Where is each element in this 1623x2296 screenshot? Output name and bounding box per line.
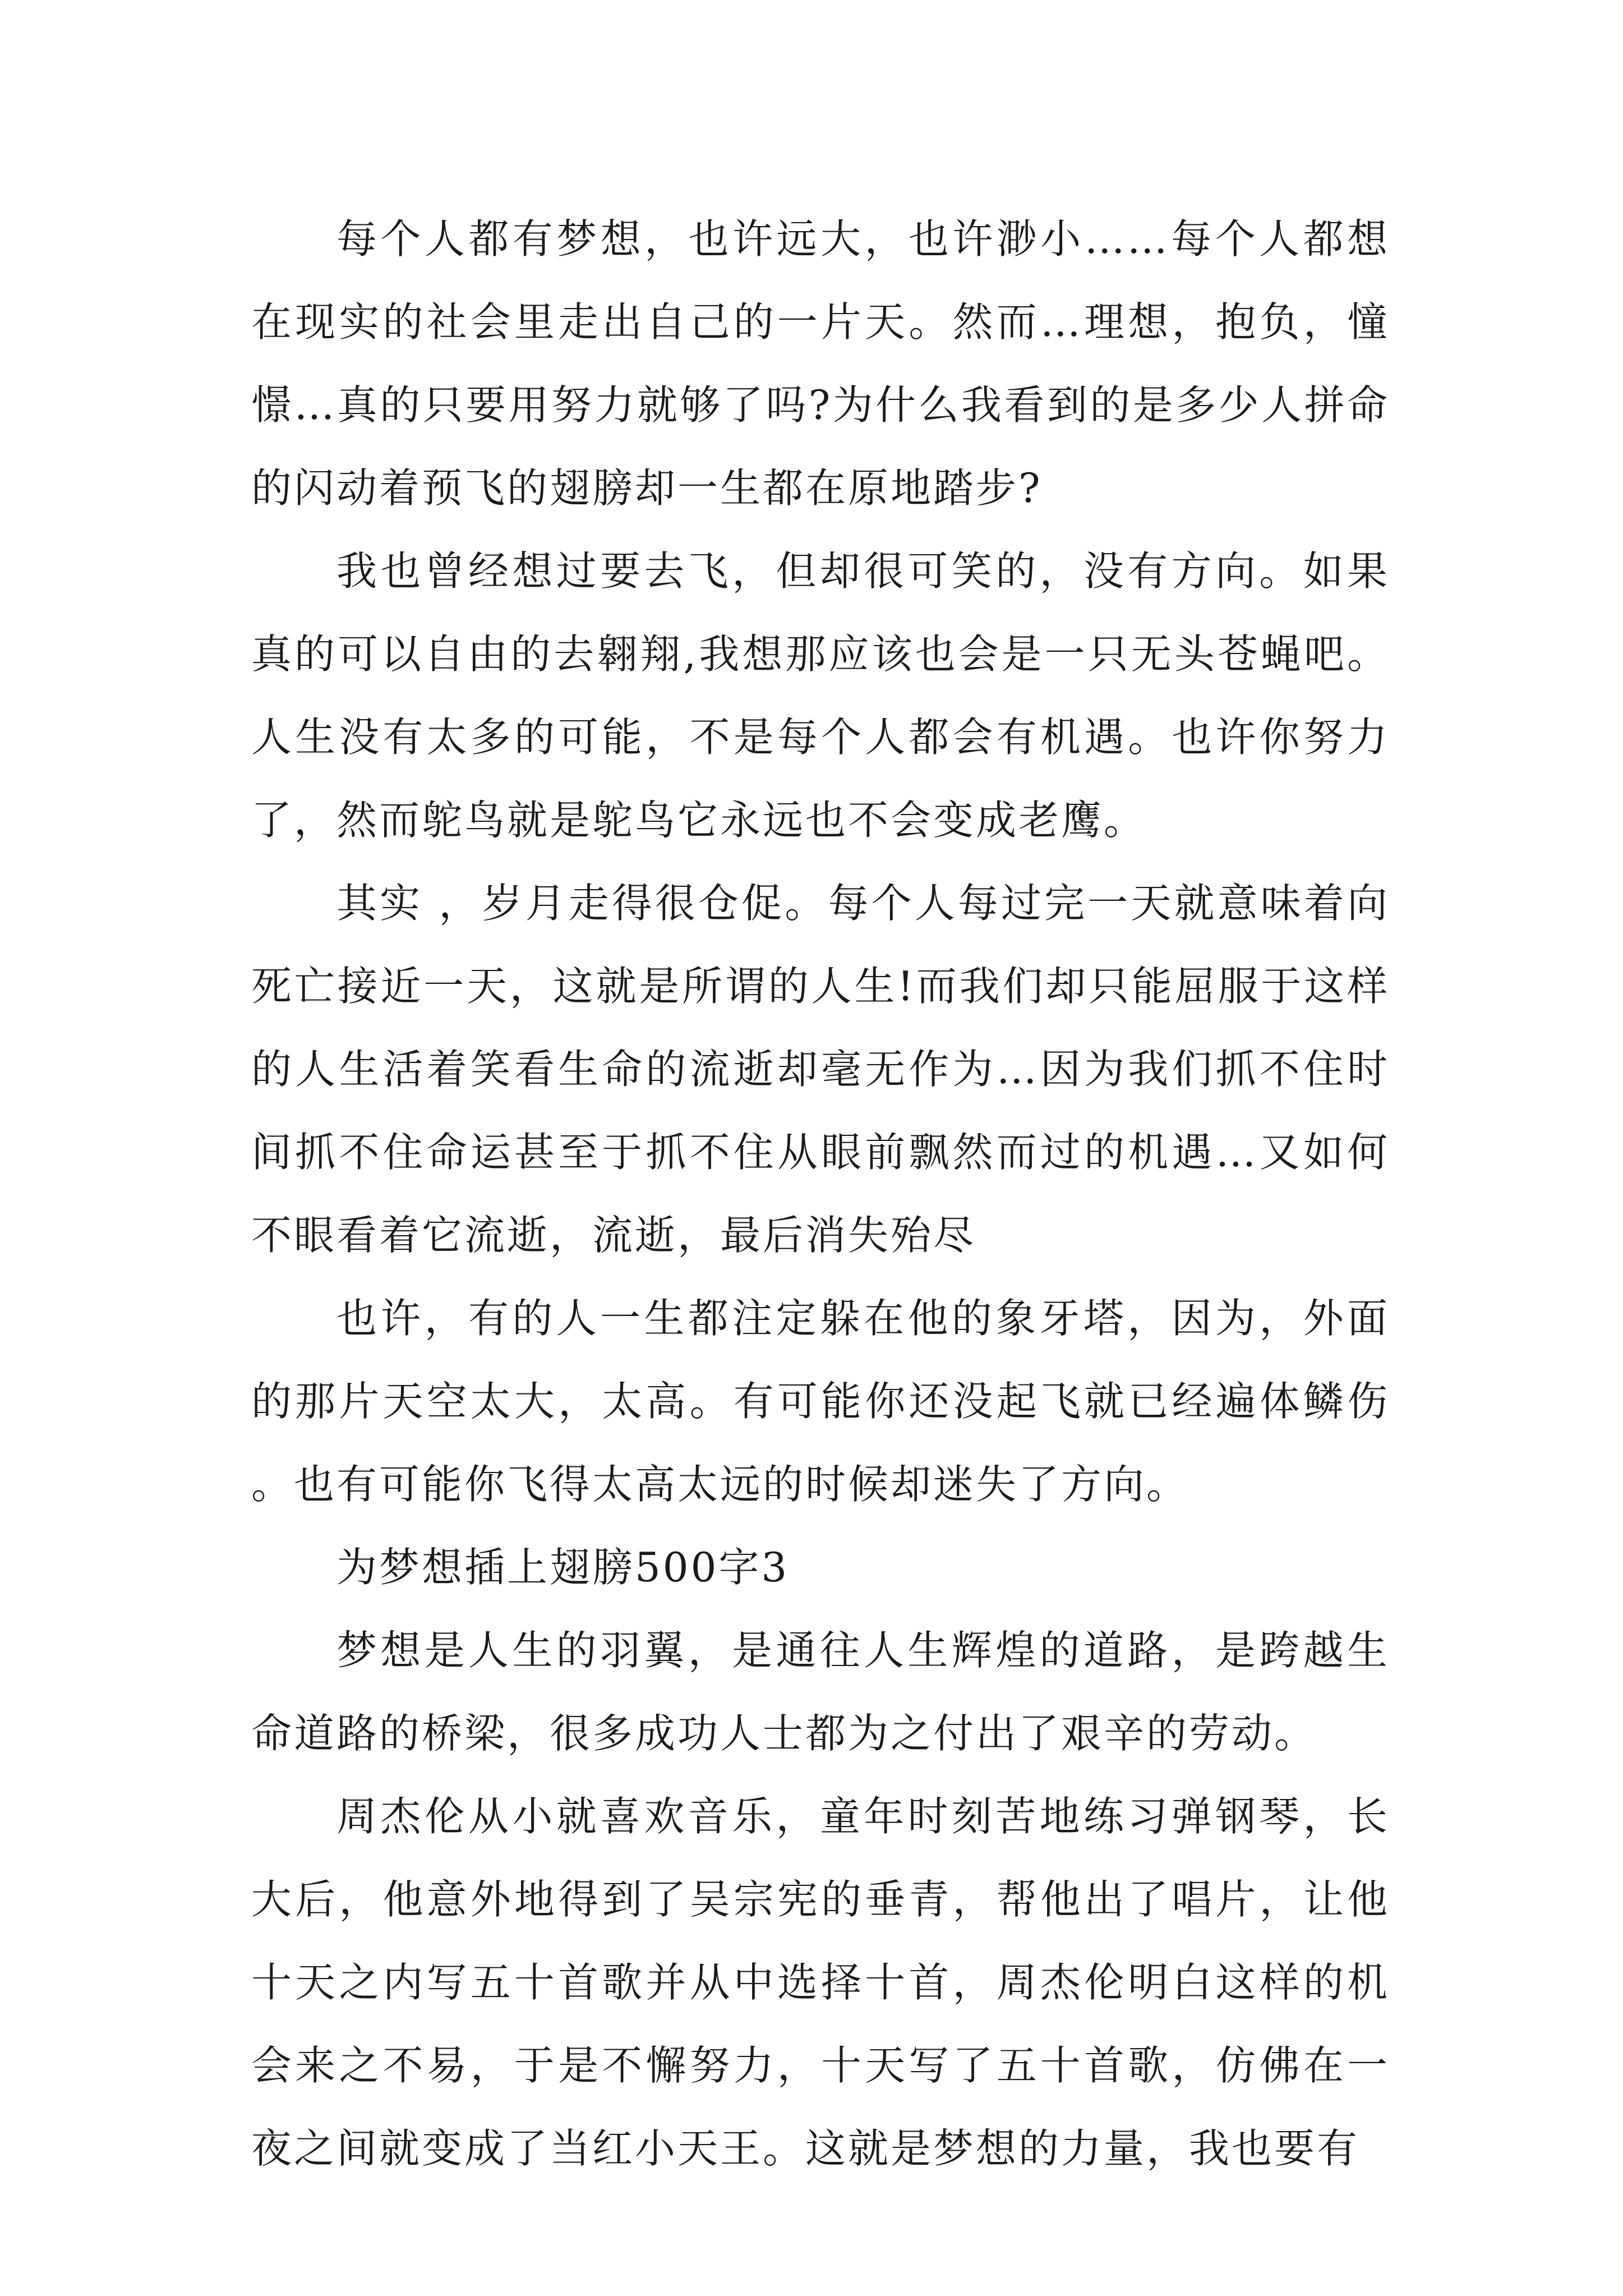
paragraph-2: 我也曾经想过要去飞，但却很可笑的，没有方向。如果真的可以自由的去翱翔,我想那应该也会是一只无头苍蝇吧。人生没有太多的可能，不是每个人都会有机遇。也许你努力了，然而鸵鸟就是鸵鸟它永远也不会变成老鹰。: [251, 547, 1390, 844]
document-body: [251, 197, 1390, 2190]
paragraph-3: 其实 ，岁月走得很仓促。每个人每过完一天就意味着向死亡接近一天，这就是所谓的人生!而我们却只能屈服于这样的人生活着笑看生命的流逝却毫无作为…因为我们抓不住时间抓不住命运甚至于抓不住从眼前飘然而过的机遇…又如何不眼看着它流逝，流逝，最后消失殆尽: [251, 880, 1390, 1259]
section-title: 为梦想插上翅膀500字3: [336, 1544, 790, 1591]
paragraph-5: 梦想是人生的羽翼，是通往人生辉煌的道路，是跨越生命道路的桥梁，很多成功人士都为之付出了艰辛的劳动。: [251, 1627, 1390, 1757]
paragraph-1: 每个人都有梦想，也许远大，也许渺小……每个人都想在现实的社会里走出自己的一片天。然而…理想，抱负，憧憬…真的只要用努力就够了吗?为什么我看到的是多少人拼命的闪动着预飞的翅膀却一生都在原地踏步?: [251, 215, 1390, 512]
paragraph-4: 也许，有的人一生都注定躲在他的象牙塔，因为，外面的那片天空太大，太高。有可能你还没起飞就已经遍体鳞伤。也有可能你飞得太高太远的时候却迷失了方向。: [251, 1295, 1390, 1508]
paragraph-6: 周杰伦从小就喜欢音乐，童年时刻苦地练习弹钢琴，长大后，他意外地得到了吴宗宪的垂青，帮他出了唱片，让他十天之内写五十首歌并从中选择十首，周杰伦明白这样的机会来之不易，于是不懈努力，十天写了五十首歌，仿佛在一夜之间就变成了当红小天王。这就是梦想的力量，我也要有: [251, 1793, 1390, 2172]
